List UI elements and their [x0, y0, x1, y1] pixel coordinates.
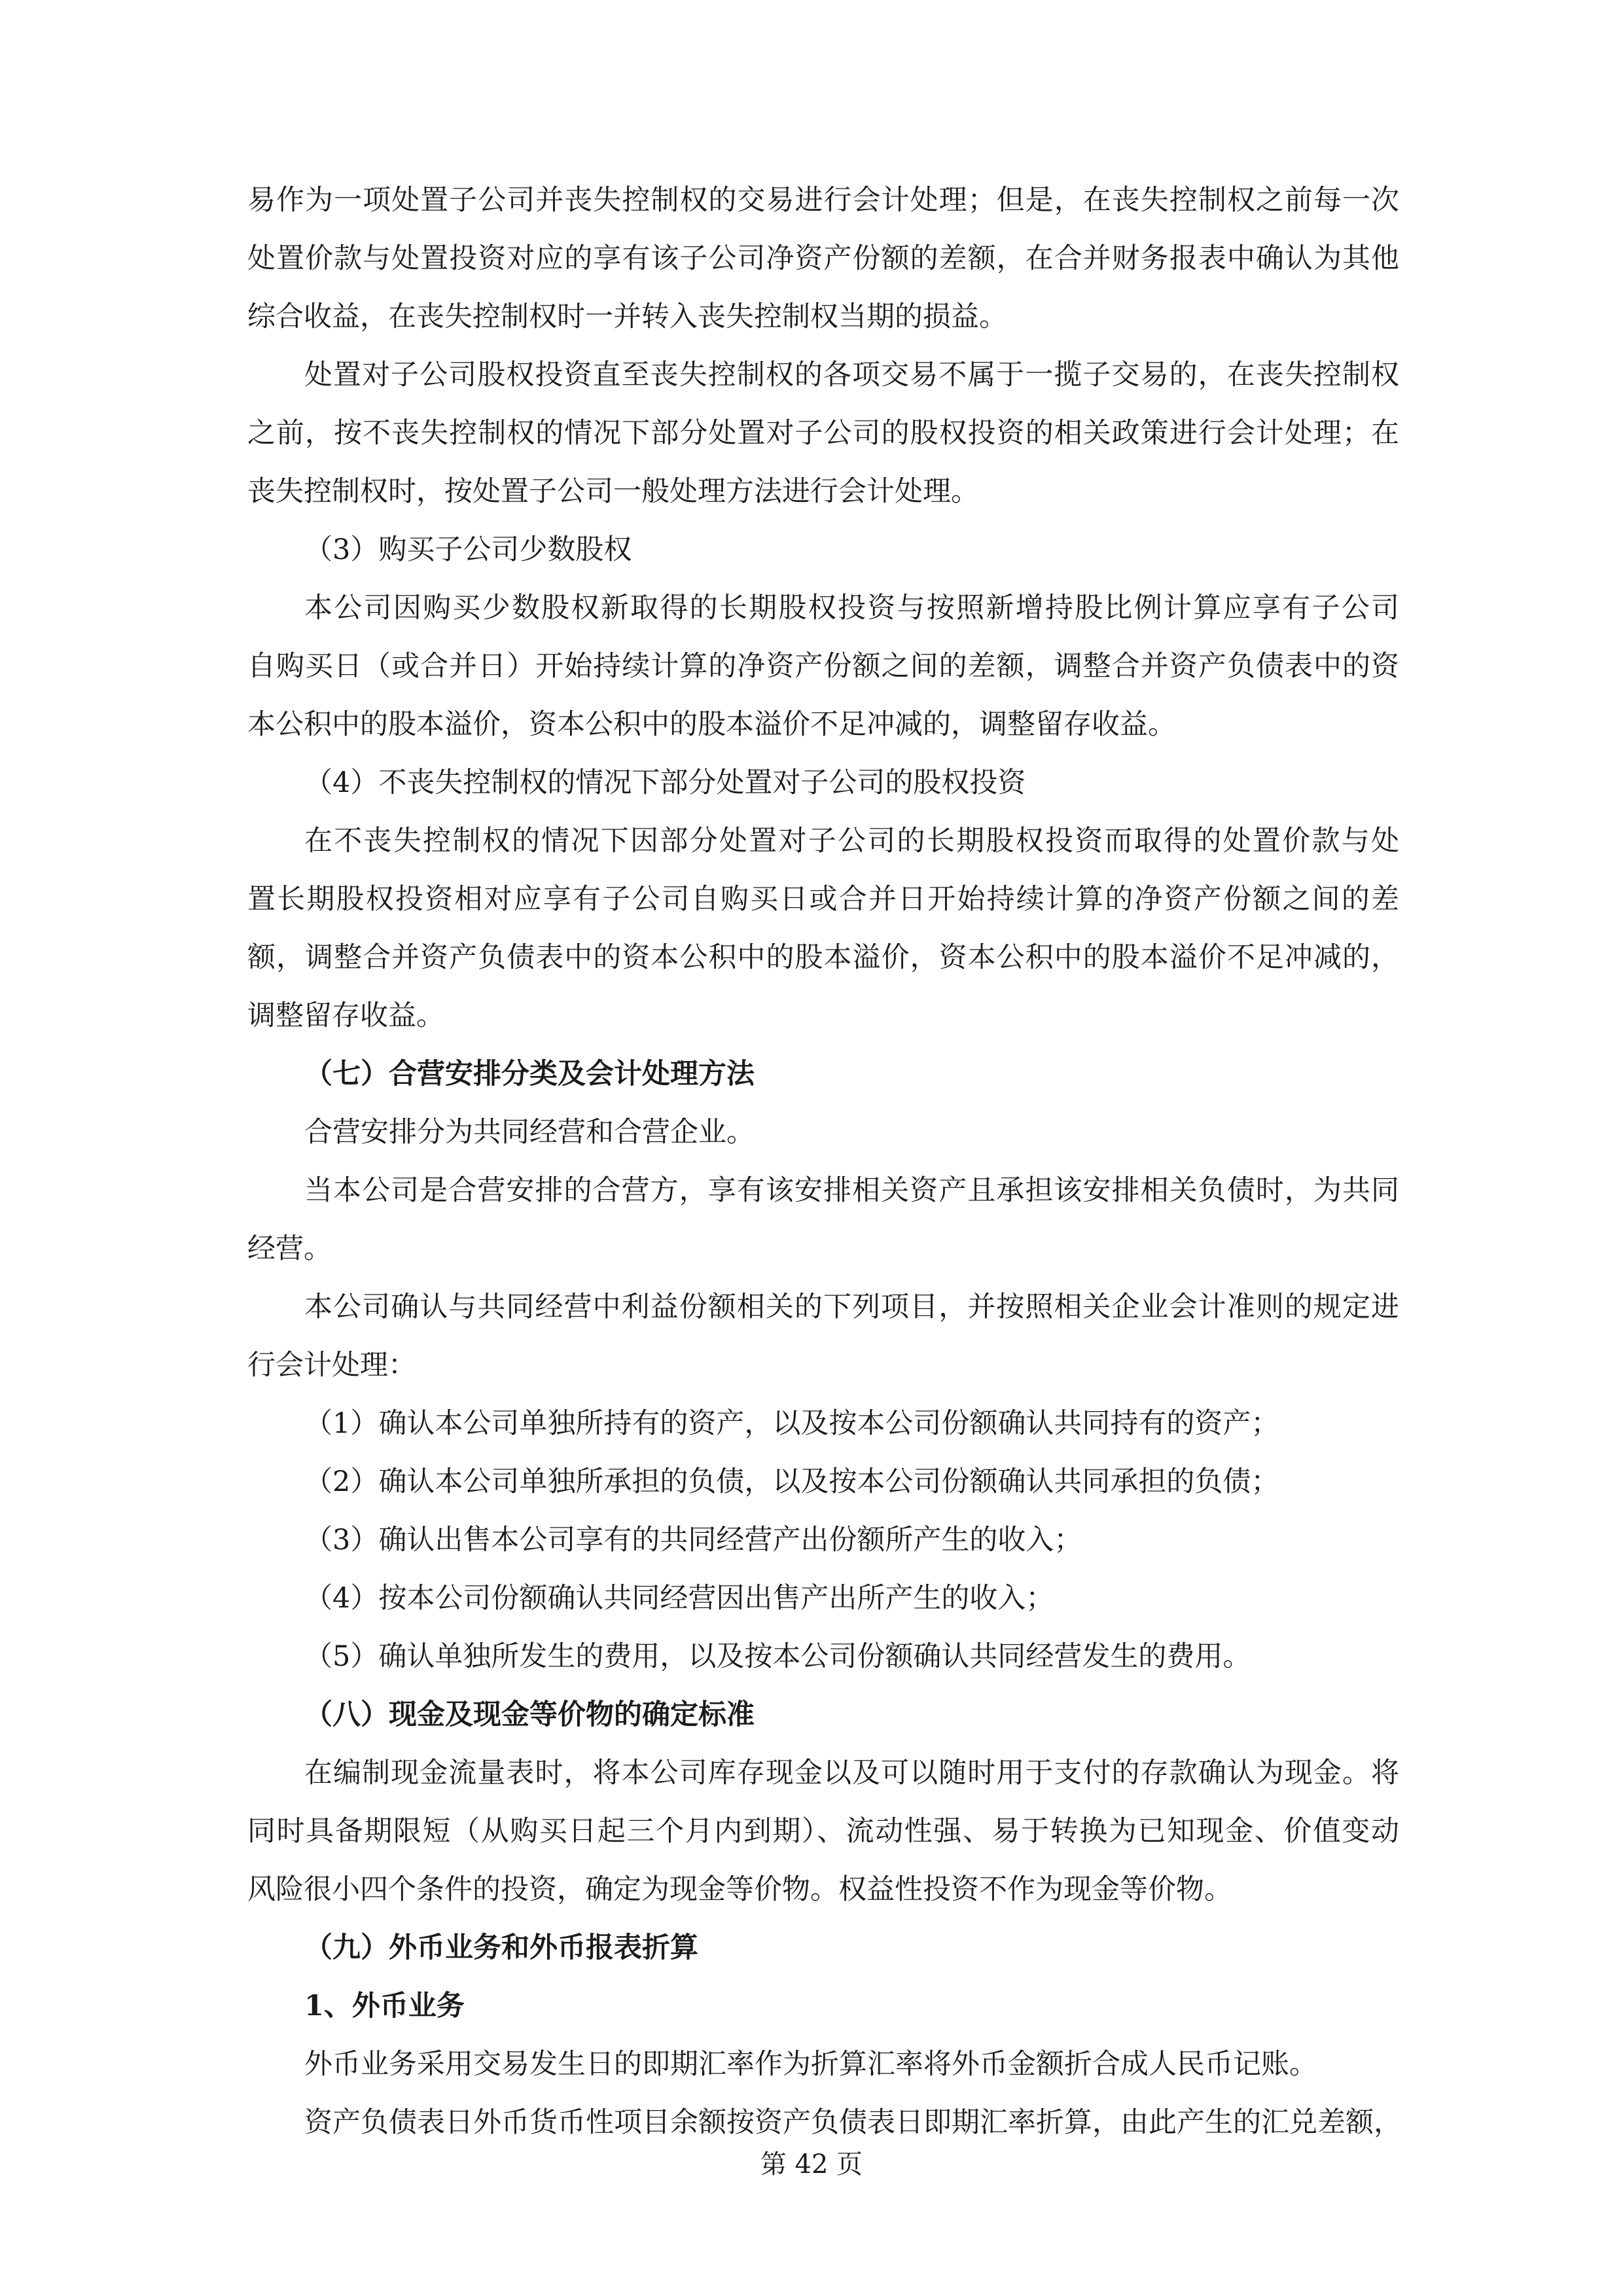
paragraph-line: 处置对子公司股权投资直至丧失控制权的各项交易不属于一揽子交易的，在丧失控制权 — [304, 359, 1399, 391]
paragraph-line: 合营安排分为共同经营和合营企业。 — [304, 1116, 755, 1149]
list-item: （1）确认本公司单独所持有的资产，以及按本公司份额确认共同持有的资产； — [304, 1407, 1279, 1440]
paragraph-line: 综合收益，在丧失控制权时一并转入丧失控制权当期的损益。 — [247, 300, 1007, 333]
paragraph-line: 自购买日（或合并日）开始持续计算的净资产份额之间的差额，调整合并资产负债表中的资 — [247, 650, 1399, 683]
paragraph-line: 置长期股权投资相对应享有子公司自购买日或合并日开始持续计算的净资产份额之间的差 — [247, 883, 1399, 916]
section-heading: （七）合营安排分类及会计处理方法 — [304, 1058, 755, 1090]
paragraph-line: 外币业务采用交易发生日的即期汇率作为折算汇率将外币金额折合成人民币记账。 — [304, 2048, 1317, 2081]
paragraph-line: 在编制现金流量表时，将本公司库存现金以及可以随时用于支付的存款确认为现金。将 — [304, 1757, 1399, 1789]
subheading: （3）购买子公司少数股权 — [304, 533, 632, 566]
paragraph-line: 资产负债表日外币货币性项目余额按资产负债表日即期汇率折算，由此产生的汇兑差额， — [304, 2106, 1402, 2139]
paragraph-line: 丧失控制权时，按处置子公司一般处理方法进行会计处理。 — [247, 475, 979, 508]
paragraph-line: 经营。 — [247, 1232, 332, 1265]
paragraph-line: 调整留存收益。 — [247, 999, 444, 1032]
paragraph-line: 行会计处理： — [247, 1349, 416, 1382]
paragraph-line: 同时具备期限短（从购买日起三个月内到期）、流动性强、易于转换为已知现金、价值变动 — [247, 1815, 1399, 1848]
list-item: （4）按本公司份额确认共同经营因出售产出所产生的收入； — [304, 1582, 1054, 1615]
paragraph-line: 易作为一项处置子公司并丧失控制权的交易进行会计处理；但是，在丧失控制权之前每一次 — [247, 184, 1399, 217]
paragraph-line: 之前，按不丧失控制权的情况下部分处置对子公司的股权投资的相关政策进行会计处理；在 — [247, 417, 1399, 450]
page-number: 第 42 页 — [760, 2149, 863, 2179]
paragraph-line: 本公司确认与共同经营中利益份额相关的下列项目，并按照相关企业会计准则的规定进 — [304, 1291, 1399, 1323]
list-item: （2）确认本公司单独所承担的负债，以及按本公司份额确认共同承担的负债； — [304, 1465, 1279, 1498]
paragraph-line: 在不丧失控制权的情况下因部分处置对子公司的长期股权投资而取得的处置价款与处 — [304, 825, 1399, 857]
document-body — [247, 171, 1402, 2152]
section-heading: （九）外币业务和外币报表折算 — [304, 1931, 698, 1964]
subheading: （4）不丧失控制权的情况下部分处置对子公司的股权投资 — [304, 766, 1026, 799]
paragraph-line: 处置价款与处置投资对应的享有该子公司净资产份额的差额，在合并财务报表中确认为其他 — [247, 242, 1399, 275]
paragraph-line: 风险很小四个条件的投资，确定为现金等价物。权益性投资不作为现金等价物。 — [247, 1873, 1232, 1906]
paragraph-line: 本公司因购买少数股权新取得的长期股权投资与按照新增持股比例计算应享有子公司 — [304, 592, 1399, 624]
paragraph-line: 额，调整合并资产负债表中的资本公积中的股本溢价，资本公积中的股本溢价不足冲减的， — [247, 941, 1399, 974]
subsection-heading: 1、外币业务 — [304, 1990, 465, 2022]
list-item: （5）确认单独所发生的费用，以及按本公司份额确认共同经营发生的费用。 — [304, 1640, 1251, 1673]
section-heading: （八）现金及现金等价物的确定标准 — [304, 1698, 755, 1731]
paragraph-line: 当本公司是合营安排的合营方，享有该安排相关资产且承担该安排相关负债时，为共同 — [304, 1174, 1399, 1207]
list-item: （3）确认出售本公司享有的共同经营产出份额所产生的收入； — [304, 1524, 1082, 1556]
paragraph-line: 本公积中的股本溢价，资本公积中的股本溢价不足冲减的，调整留存收益。 — [247, 708, 1176, 741]
